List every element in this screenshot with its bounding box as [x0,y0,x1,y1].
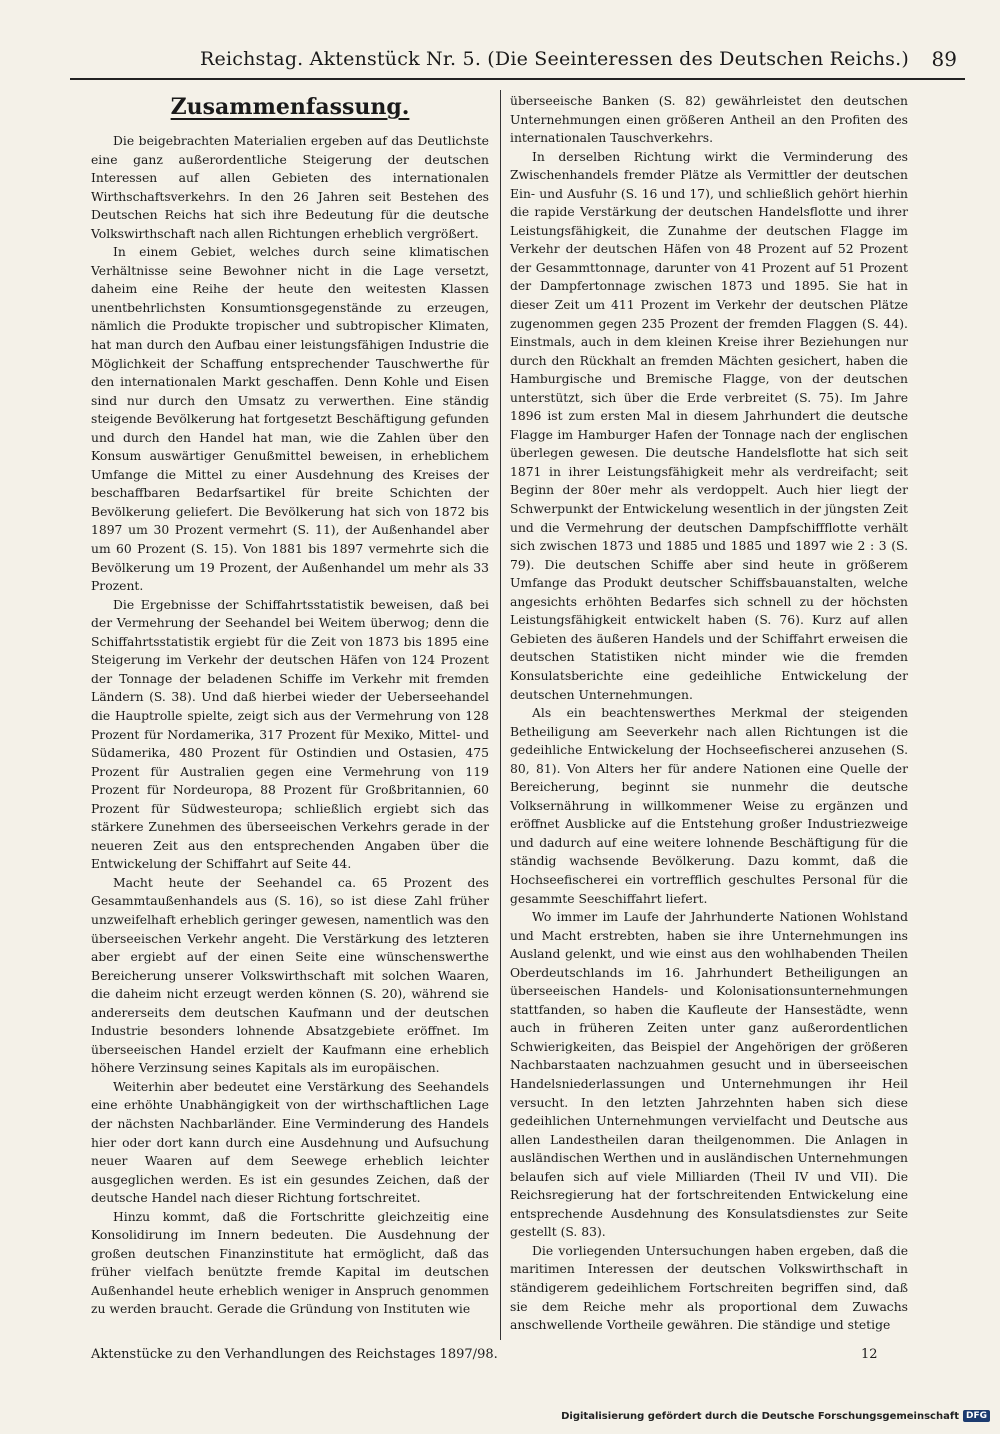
paragraph: Die Ergebnisse der Schiffahrtsstatistik beweisen, daß bei der Vermehrung der Seehandel bei Weitem überwog; denn die Schiffahrtsstatistik ergiebt für die Zeit von 1873 bis 1895 eine Steigerung im Verkehr der deutschen Häfen von 124 Prozent der Tonnage der beladenen Schiffe im Verkehr mit fremden Ländern (S. 38). Und daß hierbei wieder der Ueberseehandel die Hauptrolle spielte, zeigt sich aus der Vermehrung von 128 Prozent für Nordamerika, 317 Prozent für Mexiko, Mittel- und Südamerika, 480 Prozent für Ostindien und Ostasien, 475 Prozent für Australien gegen eine Vermehrung von 119 Prozent für Nordeuropa, 88 Prozent für Großbritannien, 60 Prozent für Südwesteuropa; schließlich ergiebt sich das stärkere Zunehmen des überseeischen Verkehrs gerade in der neueren Zeit aus den entsprechenden Angaben über die Entwickelung der Schiffahrt auf Seite 44. [91,597,489,872]
printer-signature: 12 [861,1347,878,1362]
paragraph: Die beigebrachten Materialien ergeben auf das Deutlichste eine ganz außerordentliche Steigerung der deutschen Interessen auf allen Gebieten des internationalen Wirthschaftsverkehrs. In den 26 Jahren seit Bestehen des Deutschen Reichs hat sich ihre Bedeutung für die deutsche Volkswirthschaft nach allen Richtungen erheblich vergrößert. [91,134,489,241]
paragraph: In derselben Richtung wirkt die Verminderung des Zwischenhandels fremder Plätze als Vermittler der deutschen Ein- und Ausfuhr (S. 16 und 17), und schließlich gehört hierhin die rapide Verstärkung der deutschen Handelsflotte und ihrer Leistungsfähigkeit, die Zunahme der deutschen Flagge im Verkehr der deutschen Häfen von 48 Prozent auf 52 Prozent der Gesammttonnage, darunter von 41 Prozent auf 51 Prozent der Dampfertonnage zwischen 1873 und 1895. Sie hat in dieser Zeit um 411 Prozent im Verkehr der deutschen Plätze zugenommen gegen 235 Prozent der fremden Flaggen (S. 44). Einstmals, auch in dem kleinen Kreise ihrer Beziehungen nur durch den Rückhalt an fremden Mächten gesichert, haben die Hamburgische und Bremische Flagge, von der deutschen unterstützt, sich über die Erde verbreitet (S. 75). Im Jahre 1896 ist zum ersten Mal in diesem Jahrhundert die deutsche Flagge im Hamburger Hafen der Tonnage nach der englischen überlegen gewesen. Die deutsche Handelsflotte hat sich seit 1871 in ihrer Leistungsfähigkeit mehr als verdreifacht; seit Beginn der 80er mehr als verdoppelt. Auch hier liegt der Schwerpunkt der Entwickelung wesentlich in der jüngsten Zeit und die Vermehrung der deutschen Dampfschiffflotte verhält sich zwischen 1873 und 1885 und 1885 und 1897 wie 2 : 3 (S. 79). Die deutschen Schiffe aber sind heute in größerem Umfange das Produkt deutscher Schiffsbauanstalten, welche angesichts erhöhten Bedarfes sich schnell zu der höchsten Leistungsfähigkeit entwickelt haben (S. 76). Kurz auf allen Gebieten des äußeren Handels und der Schiffahrt erweisen die deutschen Statistiken nicht minder wie die fremden Konsulatsberichte eine gedeihliche Entwickelung der deutschen Unternehmungen. [510,149,908,702]
paragraph: Wo immer im Laufe der Jahrhunderte Nationen Wohlstand und Macht erstrebten, haben sie ihre Unternehmungen ins Ausland gelenkt, und wie einst aus den wohlhabenden Theilen Oberdeutschlands im 16. Jahrhundert Betheiligungen an überseeischen Handels- und Kolonisationsunternehmungen stattfanden, so haben die Kaufleute der Hansestädte, wenn auch in früheren Zeiten unter ganz außerordentlichen Schwierigkeiten, das Beispiel der Angehörigen der größeren Nachbarstaaten nachzuahmen gesucht und in überseeischen Handelsniederlassungen und Unternehmungen ihr Heil versucht. In den letzten Jahrzehnten haben sich diese gedeihlichen Unternehmungen vervielfacht und Deutsche aus allen Landestheilen daran theilgenommen. Die Anlagen in ausländischen Werthen und in ausländischen Unternehmungen belaufen sich auf viele Milliarden (Theil IV und VII). Die Reichsregierung hat der fortschreitenden Entwickelung eine entsprechende Ausdehnung des Konsulatsdienstes zur Seite gestellt (S. 83). [510,910,908,1240]
column-divider [500,90,501,1340]
paragraph: Hinzu kommt, daß die Fortschritte gleichzeitig eine Konsolidirung im Innern bedeuten. Die Ausdehnung der großen deutschen Finanzinstitute hat ermöglicht, daß das früher vielfach benützte fremde Kapital im deutschen Außenhandel heute erheblich weniger in Anspruch genommen zu werden braucht. Gerade die Gründung von Instituten wie [91,1209,489,1317]
paragraph: In einem Gebiet, welches durch seine klimatischen Verhältnisse seine Bewohner nicht in die Lage versetzt, daheim eine Reihe der heute den weitesten Klassen unentbehrlichsten Konsumtionsgegenstände zu erzeugen, nämlich die Produkte tropischer und subtropischer Klimaten, hat man durch den Aufbau einer leistungsfähigen Industrie die Möglichkeit der Schaffung entsprechender Tauschwerthe für den internationalen Markt geschaffen. Denn Kohle und Eisen sind nur durch den Umsatz zu verwerthen. Eine ständig steigende Bevölkerung hat fortgesetzt Beschäftigung gefunden und durch den Handel hat man, wie die Zahlen über den Konsum auswärtiger Genußmittel beweisen, in erheblichem Umfange die Mittel zu einer Ausdehnung des Kreises der beschaffbaren Bedarfsartikel für breite Schichten der Bevölkerung geliefert. Die Bevölkerung hat sich von 1872 bis 1897 um 30 Prozent vermehrt (S. 11), der Außenhandel aber um 60 Prozent (S. 15). Von 1881 bis 1897 vermehrte sich die Bevölkerung um 19 Prozent, der Außenhandel um mehr als 33 Prozent. [91,245,489,594]
footer-source: Aktenstücke zu den Verhandlungen des Reichstages 1897/98. [91,1347,498,1362]
credit-text: Digitalisierung gefördert durch die Deutsche Forschungsgemeinschaft [561,1410,959,1422]
page-header [70,42,965,80]
paragraph: Die vorliegenden Untersuchungen haben ergeben, daß die maritimen Interessen der deutschen Volkswirthschaft in ständigerem gedeihlichem Fortschreiten begriffen sind, daß sie dem Reiche mehr als proportional dem Zuwachs anschwellende Vortheile gewähren. Die ständige und stetige [510,1243,908,1333]
section-heading: Zusammenfassung. [170,94,410,120]
paragraph: Macht heute der Seehandel ca. 65 Prozent des Gesammtaußenhandels aus (S. 16), so ist diese Zahl früher unzweifelhaft erheblich geringer gewesen, namentlich was den überseeischen Verkehr angeht. Die Verstärkung des letzteren aber ergiebt auf der einen Seite eine wünschenswerthe Bereicherung unserer Volkswirthschaft mit solchen Waaren, die daheim nicht erzeugt werden können (S. 20), während sie andererseits dem deutschen Kaufmann und der deutschen Industrie besonders lohnende Absatzgebiete eröffnet. Im überseeischen Handel erzielt der Kaufmann eine erheblich höhere Verzinsung seines Kapitals als im europäischen. [91,875,489,1076]
page-number: 89 [931,47,957,71]
digitization-credit [561,1410,990,1422]
paragraph: Weiterhin aber bedeutet eine Verstärkung des Seehandels eine erhöhte Unabhängigkeit von der wirthschaftlichen Lage der nächsten Nachbarländer. Eine Verminderung des Handels hier oder dort kann durch eine Ausdehnung und Aufsuchung neuer Waaren auf dem Seewege erheblich leichter ausgeglichen werden. Es ist ein gesundes Zeichen, daß der deutsche Handel nach dieser Richtung fortschreitet. [91,1079,489,1206]
left-column [91,92,489,1319]
paragraph-continued: überseeische Banken (S. 82) gewährleistet den deutschen Unternehmungen einen größeren Antheil an den Profiten des internationalen Tauschverkehrs. [510,94,908,146]
dfg-logo-icon: DFG [963,1410,990,1422]
running-title: Reichstag. Aktenstück Nr. 5. (Die Seeinteressen des Deutschen Reichs.) [200,48,909,70]
paragraph: Als ein beachtenswerthes Merkmal der steigenden Betheiligung am Seeverkehr nach allen Richtungen ist die gedeihliche Entwickelung der Hochseefischerei anzusehen (S. 80, 81). Von Alters her für andere Nationen eine Quelle der Bereicherung, beginnt sie nunmehr die deutsche Volksernährung in willkommener Weise zu ergänzen und eröffnet Ausblicke auf die Entstehung großer Industriezweige und dadurch auf eine weitere lohnende Beschäftigung für die ständig wachsende Bevölkerung. Dazu kommt, daß die Hochseefischerei ein vortrefflich geschultes Personal für die gesammte Seeschiffahrt liefert. [510,706,908,906]
page-footer [91,1345,911,1365]
right-column [510,92,908,1335]
